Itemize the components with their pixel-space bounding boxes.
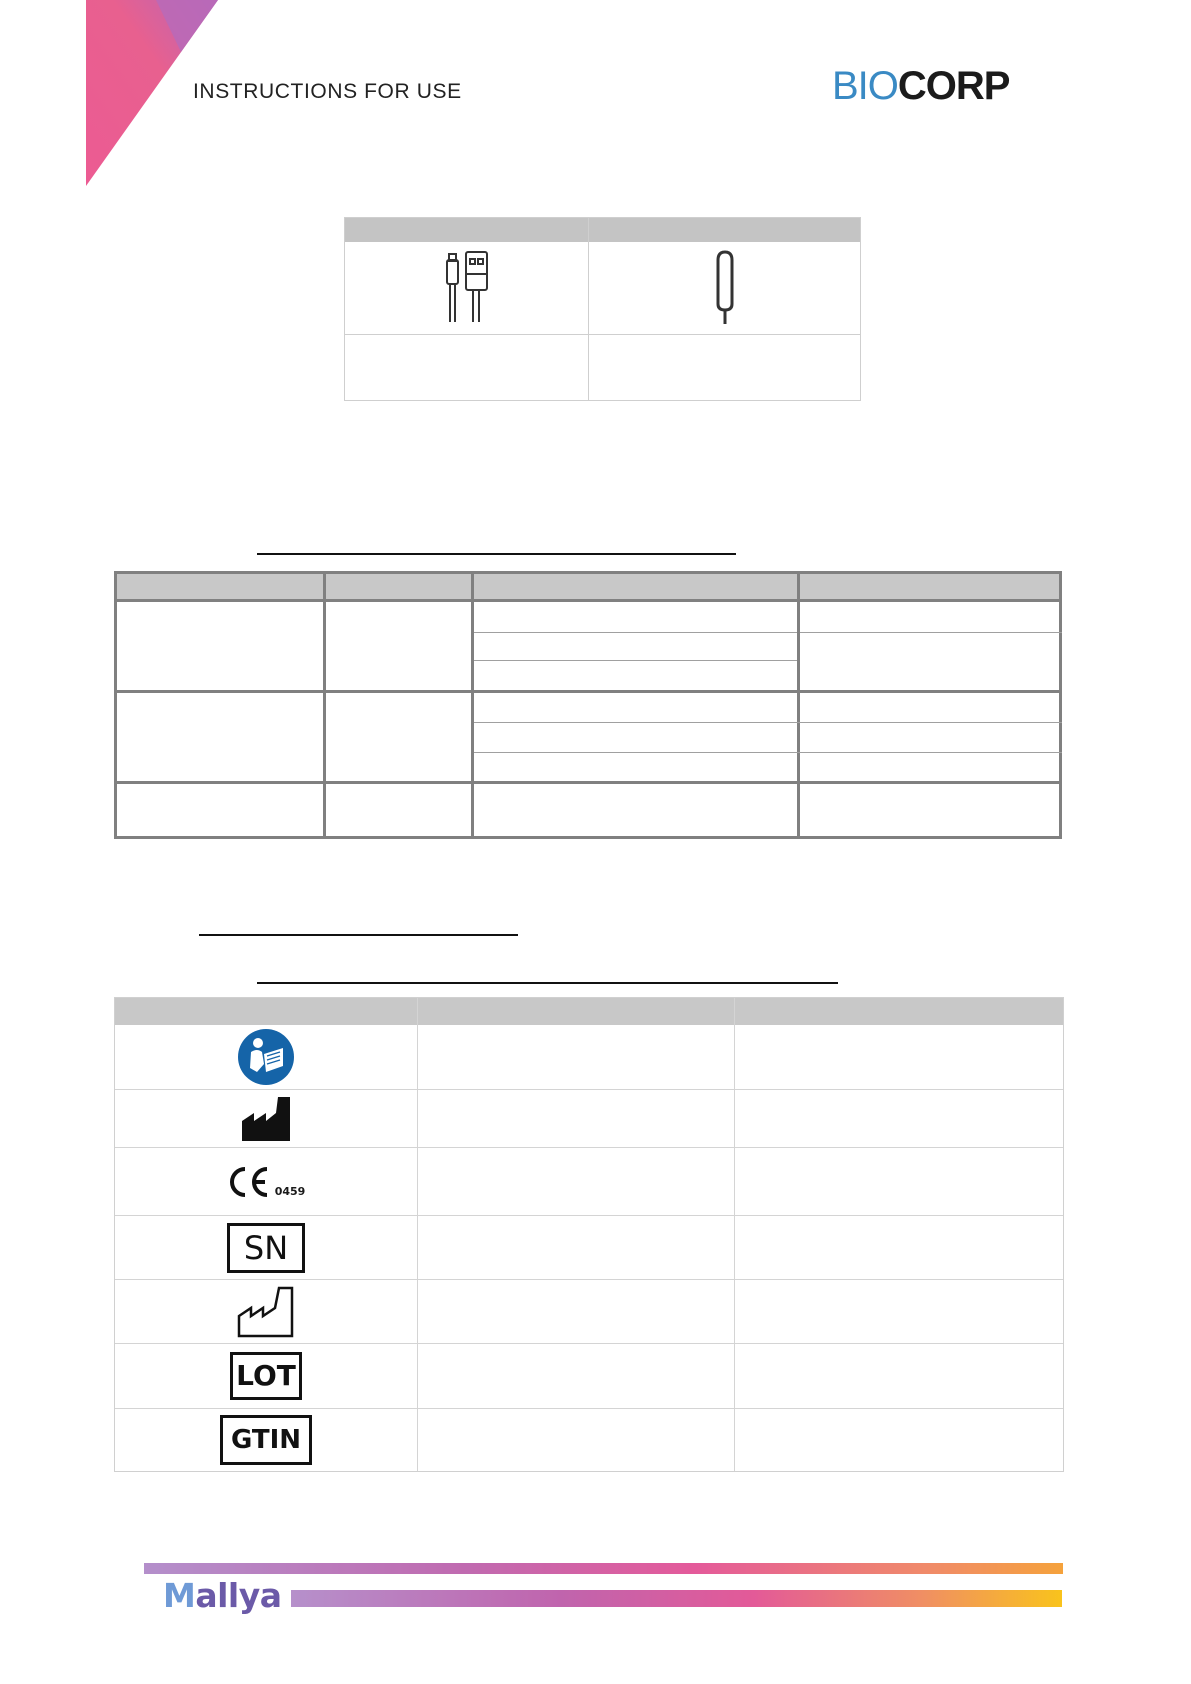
symbols-table-header: [115, 998, 1063, 1025]
biocorp-logo: [832, 62, 1009, 110]
symbol-cell: [115, 1280, 417, 1343]
symbol-cell: [115, 1216, 417, 1279]
symbol-description: [418, 1148, 734, 1215]
symbol-description: [418, 1090, 734, 1147]
symbol-extra: [735, 1216, 1063, 1279]
section-heading-underline: [257, 553, 736, 555]
ce-notified-body-number: 0459: [274, 1184, 306, 1198]
date-of-manufacture-icon: [237, 1286, 295, 1338]
mallya-logo: [163, 1576, 282, 1615]
serial-number-icon: SN: [227, 1223, 305, 1273]
symbol-extra: [735, 1148, 1063, 1215]
subrow-divider: [474, 660, 797, 661]
logo-bio-text: BIO: [832, 64, 898, 108]
symbol-extra: [735, 1409, 1063, 1471]
read-instructions-icon: [237, 1028, 295, 1086]
section-heading-underline: [257, 982, 838, 984]
symbol-extra: [735, 1025, 1063, 1089]
footer-gradient-bar: [291, 1590, 1062, 1607]
sim-ejector-pin-icon: [713, 250, 737, 326]
column-divider: [797, 574, 800, 836]
symbol-cell: [115, 1344, 417, 1408]
symbol-cell: [115, 1148, 417, 1215]
symbol-extra: [735, 1344, 1063, 1408]
symbols-table: [114, 997, 1064, 1472]
manufacturer-icon: [240, 1095, 292, 1143]
row-group-divider: [117, 781, 1059, 784]
symbol-description: [418, 1280, 734, 1343]
row-group-divider: [117, 690, 1059, 693]
ejector-pin-caption: [589, 335, 860, 401]
accessories-table: [344, 217, 861, 401]
document-title: INSTRUCTIONS FOR USE: [193, 80, 462, 103]
ce-letters: [227, 1166, 271, 1198]
usb-cable-caption: [345, 335, 588, 401]
ce-mark-icon: [227, 1166, 306, 1198]
usb-cable-icon: [443, 250, 491, 326]
gtin-icon: GTIN: [220, 1415, 312, 1465]
symbol-description: [418, 1025, 734, 1089]
symbol-cell: [115, 1025, 417, 1089]
footer-gradient-bar: [144, 1563, 1063, 1574]
subrow-divider: [800, 632, 1062, 633]
specifications-table-header: [117, 574, 1059, 602]
subrow-divider: [474, 632, 797, 633]
symbol-description: [418, 1344, 734, 1408]
symbol-cell: [115, 1090, 417, 1147]
symbol-extra: [735, 1280, 1063, 1343]
lot-number-icon: LOT: [230, 1352, 302, 1400]
section-heading-underline: [199, 934, 518, 936]
column-divider: [471, 574, 474, 836]
subrow-divider: [474, 752, 1062, 753]
logo-corp-text: CORP: [897, 64, 1010, 108]
specifications-table: [114, 571, 1062, 839]
symbol-cell: [115, 1409, 417, 1471]
symbol-description: [418, 1409, 734, 1471]
accessories-table-header: [345, 218, 860, 242]
symbol-extra: [735, 1090, 1063, 1147]
usb-cable-cell: [345, 243, 588, 333]
mallya-logo-mark: M: [163, 1576, 196, 1615]
column-divider: [323, 574, 326, 836]
ejector-pin-cell: [589, 243, 860, 333]
subrow-divider: [474, 722, 1062, 723]
symbol-description: [418, 1216, 734, 1279]
mallya-logo-text: allya: [195, 1576, 282, 1615]
